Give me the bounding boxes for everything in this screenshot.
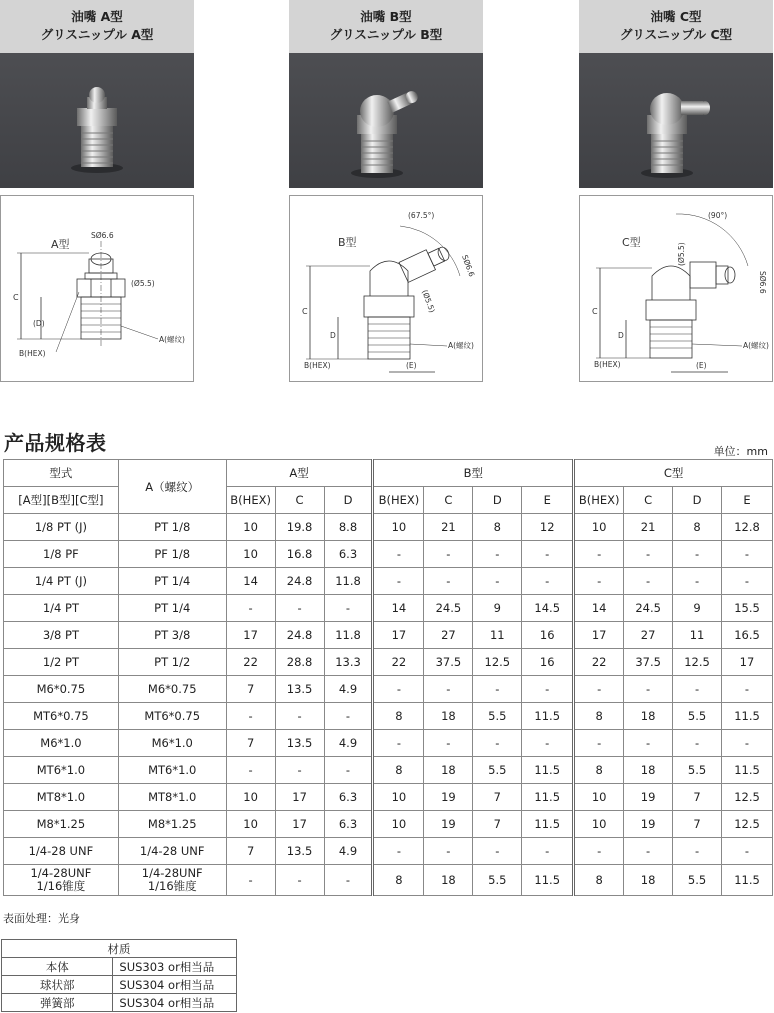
table-cell: - xyxy=(473,838,522,865)
table-cell: - xyxy=(574,541,624,568)
table-row xyxy=(4,622,773,649)
table-cell: - xyxy=(722,730,773,757)
table-row xyxy=(4,757,773,784)
table-row xyxy=(4,703,773,730)
table-cell: 10 xyxy=(373,784,424,811)
table-cell: 6.3 xyxy=(324,541,373,568)
dim-e: (E) xyxy=(406,361,417,370)
table-cell: - xyxy=(373,676,424,703)
table-row xyxy=(4,514,773,541)
table-cell: 21 xyxy=(424,514,473,541)
dim-angle: (90°) xyxy=(708,211,728,220)
table-cell: - xyxy=(624,730,673,757)
table-cell: 8 xyxy=(574,757,624,784)
table-cell: MT6*1.0 xyxy=(4,757,119,784)
dim-b: B(HEX) xyxy=(594,360,621,369)
table-cell: - xyxy=(373,730,424,757)
material-row xyxy=(2,958,237,976)
table-cell: 8 xyxy=(574,865,624,896)
table-cell: 14 xyxy=(373,595,424,622)
table-cell: - xyxy=(673,541,722,568)
table-row xyxy=(4,784,773,811)
section-title: 产品规格表 xyxy=(4,431,107,455)
table-cell: 10 xyxy=(226,811,275,838)
table-cell: - xyxy=(373,838,424,865)
table-cell: 14.5 xyxy=(522,595,574,622)
table-cell: - xyxy=(522,541,574,568)
table-cell: 11 xyxy=(473,622,522,649)
table-cell: 13.5 xyxy=(275,838,324,865)
table-cell: 11.8 xyxy=(324,568,373,595)
table-cell: M8*1.25 xyxy=(118,811,226,838)
table-row xyxy=(4,730,773,757)
table-cell: 8 xyxy=(673,514,722,541)
table-cell: 16.5 xyxy=(722,622,773,649)
table-row xyxy=(4,811,773,838)
dim-e: (E) xyxy=(696,361,707,370)
table-cell: 17 xyxy=(722,649,773,676)
dim-a: A(螺纹) xyxy=(448,341,474,350)
table-cell: 3/8 PT xyxy=(4,622,119,649)
table-cell: 5.5 xyxy=(473,757,522,784)
table-cell: 11.5 xyxy=(522,703,574,730)
table-cell: 5.5 xyxy=(673,703,722,730)
table-cell: 18 xyxy=(624,757,673,784)
table-cell: - xyxy=(673,676,722,703)
table-cell: 12.5 xyxy=(722,811,773,838)
table-cell: 11.5 xyxy=(522,811,574,838)
table-cell: - xyxy=(473,730,522,757)
table-cell: 10 xyxy=(574,784,624,811)
material-part: 弹簧部 xyxy=(2,994,113,1012)
table-cell: 27 xyxy=(624,622,673,649)
dim-c: C xyxy=(13,293,19,302)
card-title-jp: グリスニップル B型 xyxy=(329,27,443,42)
table-row xyxy=(4,541,773,568)
table-cell: 8 xyxy=(574,703,624,730)
dim-c: C xyxy=(302,307,308,316)
dimension-diagram-b xyxy=(289,195,483,382)
table-cell: - xyxy=(275,865,324,896)
header-group-a: A型 xyxy=(226,460,373,487)
dim-s: SØ6.6 xyxy=(758,271,767,294)
table-cell: 1/4-28UNF 1/16锥度 xyxy=(118,865,226,896)
material-table xyxy=(1,939,237,1012)
nipple-c-photo-icon xyxy=(579,53,773,188)
table-cell: 37.5 xyxy=(424,649,473,676)
table-cell: 10 xyxy=(574,811,624,838)
table-cell: 5.5 xyxy=(473,703,522,730)
table-cell: 13.5 xyxy=(275,676,324,703)
table-row xyxy=(4,838,773,865)
table-cell: 9 xyxy=(673,595,722,622)
table-cell: 21 xyxy=(624,514,673,541)
dim-d: (D) xyxy=(33,319,45,328)
table-cell: PT 1/4 xyxy=(118,568,226,595)
table-cell: 22 xyxy=(373,649,424,676)
surface-note: 表面处理：光身 xyxy=(3,912,80,925)
table-cell: 28.8 xyxy=(275,649,324,676)
diagram-label: B型 xyxy=(338,236,357,249)
table-cell: 17 xyxy=(275,784,324,811)
dim-phi: (Ø5.5) xyxy=(677,242,686,266)
table-cell: - xyxy=(275,757,324,784)
table-cell: 4.9 xyxy=(324,676,373,703)
table-cell: 1/4-28 UNF xyxy=(118,838,226,865)
material-value: SUS304 or相当品 xyxy=(113,994,237,1012)
table-cell: 18 xyxy=(624,865,673,896)
table-cell: 14 xyxy=(226,568,275,595)
table-cell: - xyxy=(473,676,522,703)
table-cell: 17 xyxy=(275,811,324,838)
table-cell: - xyxy=(673,838,722,865)
table-cell: 8 xyxy=(373,703,424,730)
table-cell: 17 xyxy=(226,622,275,649)
col-a-d: D xyxy=(324,487,373,514)
table-cell: 13.3 xyxy=(324,649,373,676)
table-cell: - xyxy=(226,595,275,622)
table-cell: 12.5 xyxy=(473,649,522,676)
table-cell: - xyxy=(574,730,624,757)
card-title-cn: 油嘴 A型 xyxy=(71,9,123,24)
table-cell: - xyxy=(473,568,522,595)
table-cell: 11.5 xyxy=(522,784,574,811)
table-cell: M8*1.25 xyxy=(4,811,119,838)
product-card-a xyxy=(0,0,194,188)
table-cell: 7 xyxy=(226,676,275,703)
diagram-label: C型 xyxy=(622,236,641,249)
table-cell: - xyxy=(424,541,473,568)
table-cell: 6.3 xyxy=(324,811,373,838)
table-cell: 18 xyxy=(424,757,473,784)
table-cell: - xyxy=(673,568,722,595)
table-cell: 18 xyxy=(424,865,473,896)
header-group-b: B型 xyxy=(373,460,574,487)
table-cell: 16 xyxy=(522,622,574,649)
spec-table xyxy=(3,459,773,896)
table-cell: 6.3 xyxy=(324,784,373,811)
table-cell: 10 xyxy=(373,811,424,838)
table-cell: PT 1/4 xyxy=(118,595,226,622)
material-part: 本体 xyxy=(2,958,113,976)
table-row xyxy=(4,676,773,703)
table-cell: - xyxy=(624,568,673,595)
table-cell: 12.5 xyxy=(722,784,773,811)
material-row xyxy=(2,994,237,1012)
table-cell: 12.8 xyxy=(722,514,773,541)
table-cell: 10 xyxy=(226,514,275,541)
table-cell: 8 xyxy=(373,757,424,784)
table-cell: 27 xyxy=(424,622,473,649)
product-card-c xyxy=(579,0,773,188)
table-cell: 19 xyxy=(424,811,473,838)
table-cell: 18 xyxy=(424,703,473,730)
table-cell: 10 xyxy=(226,541,275,568)
product-card-b xyxy=(289,0,483,188)
table-cell: - xyxy=(324,703,373,730)
dim-c: C xyxy=(592,307,598,316)
table-cell: 7 xyxy=(673,811,722,838)
table-cell: PT 1/2 xyxy=(118,649,226,676)
product-photo-b xyxy=(289,53,483,188)
card-header xyxy=(0,0,194,53)
table-cell: 8.8 xyxy=(324,514,373,541)
table-cell: 22 xyxy=(226,649,275,676)
table-cell: 7 xyxy=(226,838,275,865)
header-type: 型式 xyxy=(4,460,119,487)
table-cell: 11.8 xyxy=(324,622,373,649)
table-cell: 17 xyxy=(574,622,624,649)
table-cell: 5.5 xyxy=(673,865,722,896)
table-cell: 10 xyxy=(226,784,275,811)
table-cell: - xyxy=(424,568,473,595)
table-cell: - xyxy=(574,838,624,865)
table-cell: 19 xyxy=(624,784,673,811)
table-cell: 11.5 xyxy=(722,757,773,784)
table-cell: 15.5 xyxy=(722,595,773,622)
table-cell: 8 xyxy=(473,514,522,541)
col-b-c: C xyxy=(424,487,473,514)
table-cell: 1/2 PT xyxy=(4,649,119,676)
dimension-diagram-c xyxy=(579,195,773,382)
table-cell: M6*0.75 xyxy=(118,676,226,703)
table-cell: M6*0.75 xyxy=(4,676,119,703)
table-cell: - xyxy=(473,541,522,568)
table-cell: 11.5 xyxy=(522,757,574,784)
header-type-sub: [A型][B型][C型] xyxy=(4,487,119,514)
table-cell: - xyxy=(574,568,624,595)
table-cell: - xyxy=(722,838,773,865)
table-cell: 14 xyxy=(574,595,624,622)
table-cell: 1/4 PT xyxy=(4,595,119,622)
table-cell: MT6*0.75 xyxy=(4,703,119,730)
table-cell: - xyxy=(324,757,373,784)
table-cell: 24.8 xyxy=(275,568,324,595)
col-a-c: C xyxy=(275,487,324,514)
table-cell: - xyxy=(673,730,722,757)
table-cell: - xyxy=(324,865,373,896)
col-b-e: E xyxy=(522,487,574,514)
dimension-diagram-a xyxy=(0,195,194,382)
table-cell: 11.5 xyxy=(722,865,773,896)
table-cell: 5.5 xyxy=(473,865,522,896)
table-row xyxy=(4,865,773,896)
header-thread: A（螺纹） xyxy=(118,460,226,514)
table-cell: 13.5 xyxy=(275,730,324,757)
nipple-b-photo-icon xyxy=(289,53,483,188)
material-header: 材质 xyxy=(2,940,237,958)
product-photo-c xyxy=(579,53,773,188)
table-cell: M6*1.0 xyxy=(4,730,119,757)
table-cell: PT 1/8 xyxy=(118,514,226,541)
table-cell: 24.5 xyxy=(624,595,673,622)
table-cell: 19.8 xyxy=(275,514,324,541)
col-c-hex: B(HEX) xyxy=(574,487,624,514)
dim-a: A(螺纹) xyxy=(159,335,185,344)
diagram-label: A型 xyxy=(51,238,70,251)
table-cell: - xyxy=(574,676,624,703)
table-cell: 18 xyxy=(624,703,673,730)
table-cell: 7 xyxy=(226,730,275,757)
material-part: 球状部 xyxy=(2,976,113,994)
table-cell: 37.5 xyxy=(624,649,673,676)
dim-d: D xyxy=(618,331,624,340)
table-cell: 4.9 xyxy=(324,838,373,865)
col-a-hex: B(HEX) xyxy=(226,487,275,514)
dim-phi: (Ø5.5) xyxy=(420,288,437,314)
dim-s: SØ6.6 xyxy=(91,231,114,240)
table-cell: - xyxy=(424,676,473,703)
dim-a: A(螺纹) xyxy=(743,341,769,350)
material-value: SUS304 or相当品 xyxy=(113,976,237,994)
dim-s: SØ6.6 xyxy=(460,253,477,278)
table-cell: - xyxy=(226,703,275,730)
table-cell: 11 xyxy=(673,622,722,649)
table-cell: M6*1.0 xyxy=(118,730,226,757)
table-cell: 11.5 xyxy=(522,865,574,896)
table-cell: MT8*1.0 xyxy=(4,784,119,811)
table-cell: 7 xyxy=(673,784,722,811)
table-cell: - xyxy=(226,865,275,896)
table-cell: PT 3/8 xyxy=(118,622,226,649)
col-c-d: D xyxy=(673,487,722,514)
table-cell: 1/4-28 UNF xyxy=(4,838,119,865)
table-cell: 24.8 xyxy=(275,622,324,649)
table-cell: PF 1/8 xyxy=(118,541,226,568)
table-cell: - xyxy=(624,838,673,865)
unit-label: 单位：mm xyxy=(713,445,768,458)
table-cell: - xyxy=(722,568,773,595)
table-cell: 7 xyxy=(473,811,522,838)
table-cell: 24.5 xyxy=(424,595,473,622)
table-cell: 12.5 xyxy=(673,649,722,676)
dim-b: B(HEX) xyxy=(19,349,46,358)
table-cell: 1/4-28UNF 1/16锥度 xyxy=(4,865,119,896)
header-row-1 xyxy=(4,460,773,487)
card-title-cn: 油嘴 C型 xyxy=(650,9,702,24)
table-cell: 19 xyxy=(424,784,473,811)
dim-b: B(HEX) xyxy=(304,361,331,370)
table-cell: 12 xyxy=(522,514,574,541)
table-row xyxy=(4,568,773,595)
table-cell: - xyxy=(324,595,373,622)
spec-table-body xyxy=(4,514,773,896)
card-title-cn: 油嘴 B型 xyxy=(360,9,412,24)
table-cell: 22 xyxy=(574,649,624,676)
table-cell: 7 xyxy=(473,784,522,811)
table-cell: 10 xyxy=(373,514,424,541)
table-cell: - xyxy=(522,730,574,757)
table-cell: - xyxy=(624,676,673,703)
dim-d: D xyxy=(330,331,336,340)
dim-phi: (Ø5.5) xyxy=(131,279,155,288)
table-cell: 10 xyxy=(574,514,624,541)
table-cell: - xyxy=(522,676,574,703)
table-cell: 16.8 xyxy=(275,541,324,568)
dim-angle: (67.5°) xyxy=(408,211,435,220)
table-cell: - xyxy=(275,595,324,622)
table-cell: 9 xyxy=(473,595,522,622)
header-group-c: C型 xyxy=(574,460,773,487)
table-cell: - xyxy=(722,541,773,568)
table-cell: 1/8 PT (J) xyxy=(4,514,119,541)
table-cell: 17 xyxy=(373,622,424,649)
table-cell: - xyxy=(624,541,673,568)
table-row xyxy=(4,649,773,676)
table-cell: - xyxy=(522,568,574,595)
table-cell: 5.5 xyxy=(673,757,722,784)
table-cell: 16 xyxy=(522,649,574,676)
table-cell: 8 xyxy=(373,865,424,896)
table-cell: - xyxy=(275,703,324,730)
card-title-jp: グリスニップル A型 xyxy=(40,27,154,42)
table-cell: 1/4 PT (J) xyxy=(4,568,119,595)
table-cell: - xyxy=(522,838,574,865)
table-cell: 1/8 PF xyxy=(4,541,119,568)
table-cell: - xyxy=(424,838,473,865)
col-c-c: C xyxy=(624,487,673,514)
card-header xyxy=(289,0,483,53)
col-c-e: E xyxy=(722,487,773,514)
table-cell: 11.5 xyxy=(722,703,773,730)
table-cell: - xyxy=(424,730,473,757)
table-cell: - xyxy=(373,541,424,568)
nipple-a-photo-icon xyxy=(0,53,194,188)
col-b-hex: B(HEX) xyxy=(373,487,424,514)
table-cell: - xyxy=(722,676,773,703)
card-header xyxy=(579,0,773,53)
card-title-jp: グリスニップル C型 xyxy=(619,27,733,42)
col-b-d: D xyxy=(473,487,522,514)
table-cell: MT6*0.75 xyxy=(118,703,226,730)
table-cell: 4.9 xyxy=(324,730,373,757)
material-row xyxy=(2,976,237,994)
table-cell: MT8*1.0 xyxy=(118,784,226,811)
table-cell: - xyxy=(226,757,275,784)
table-cell: - xyxy=(373,568,424,595)
product-photo-a xyxy=(0,53,194,188)
table-cell: MT6*1.0 xyxy=(118,757,226,784)
table-cell: 19 xyxy=(624,811,673,838)
table-row xyxy=(4,595,773,622)
material-value: SUS303 or相当品 xyxy=(113,958,237,976)
